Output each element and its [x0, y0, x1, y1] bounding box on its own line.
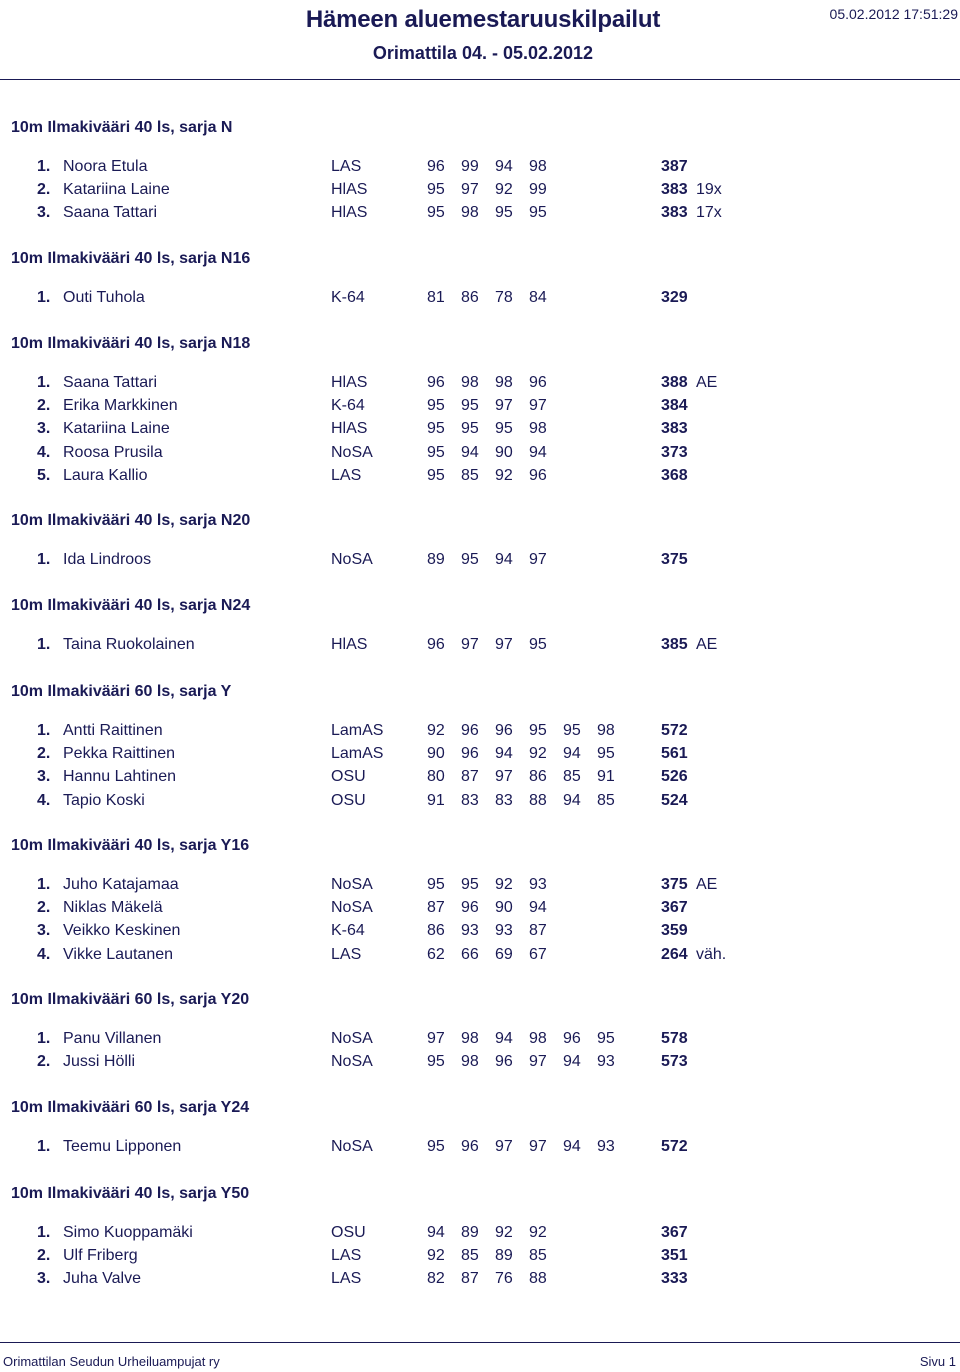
series-score: 94	[495, 158, 513, 175]
series-score: 89	[427, 551, 445, 568]
result-row	[0, 1030, 960, 1053]
result-row	[0, 1138, 960, 1161]
club: NoSA	[331, 1138, 373, 1155]
competitor-name: Teemu Lipponen	[63, 1138, 182, 1155]
series-score: 87	[461, 768, 479, 786]
total-score: 384	[661, 397, 688, 415]
series-score: 95	[427, 1053, 445, 1071]
rank: 1.	[37, 289, 51, 306]
section-heading: 10m Ilmakivääri 40 ls, sarja N16	[11, 250, 251, 267]
section-heading: 10m Ilmakivääri 40 ls, sarja Y50	[11, 1185, 250, 1202]
series-score: 97	[529, 551, 547, 568]
result-row	[0, 922, 960, 945]
total-score: 561	[661, 745, 688, 763]
series-score: 94	[563, 791, 581, 809]
series-score: 95	[529, 722, 547, 739]
club: HlAS	[331, 204, 368, 222]
series-score: 96	[529, 466, 547, 484]
footer-organizer: Orimattilan Seudun Urheiluampujat ry	[3, 1354, 220, 1369]
series-score: 87	[427, 899, 445, 917]
series-score: 98	[529, 420, 547, 438]
rank: 3.	[37, 1270, 51, 1288]
total-score: 385	[661, 636, 688, 653]
series-score: 98	[495, 374, 513, 391]
competitor-name: Vikke Lautanen	[63, 945, 174, 963]
series-score: 80	[427, 768, 445, 786]
series-score: 98	[461, 1053, 479, 1071]
series-score: 95	[529, 636, 547, 653]
competitor-name: Juha Valve	[63, 1270, 141, 1288]
total-score: 572	[661, 1138, 688, 1155]
series-score: 84	[529, 289, 547, 306]
series-score: 96	[495, 722, 513, 739]
series-score: 93	[597, 1138, 615, 1155]
rank: 2.	[37, 1247, 51, 1265]
competitor-name: Niklas Mäkelä	[63, 899, 163, 917]
club: NoSA	[331, 899, 373, 917]
competitor-name: Veikko Keskinen	[63, 922, 181, 940]
rank: 1.	[37, 1138, 51, 1155]
club: LamAS	[331, 745, 384, 763]
series-score: 76	[495, 1270, 513, 1288]
series-score: 90	[427, 745, 445, 763]
series-score: 88	[529, 791, 547, 809]
series-score: 93	[495, 922, 513, 940]
series-score: 83	[495, 791, 513, 809]
club: LAS	[331, 1247, 362, 1265]
series-score: 96	[529, 374, 547, 391]
club: NoSA	[331, 443, 373, 461]
result-row	[0, 181, 960, 204]
series-score: 95	[427, 1138, 445, 1155]
series-score: 92	[427, 722, 445, 739]
total-score: 367	[661, 899, 688, 917]
series-score: 95	[461, 876, 479, 893]
result-row	[0, 1053, 960, 1076]
rank: 1.	[37, 876, 51, 893]
series-score: 98	[461, 374, 479, 391]
series-score: 90	[495, 443, 513, 461]
series-score: 94	[563, 1053, 581, 1071]
club: OSU	[331, 1224, 366, 1241]
series-score: 96	[461, 722, 479, 739]
footer-page-number: Sivu 1	[919, 1354, 956, 1369]
competitor-name: Outi Tuhola	[63, 289, 145, 306]
rank: 1.	[37, 551, 51, 568]
series-score: 86	[427, 922, 445, 940]
series-score: 98	[461, 204, 479, 222]
series-score: 92	[495, 1224, 513, 1241]
series-score: 97	[461, 636, 479, 653]
club: HlAS	[331, 181, 368, 199]
competitor-name: Panu Villanen	[63, 1030, 162, 1047]
section-heading: 10m Ilmakivääri 40 ls, sarja N24	[11, 597, 251, 614]
series-score: 96	[563, 1030, 581, 1047]
series-score: 85	[529, 1247, 547, 1265]
series-score: 95	[563, 722, 581, 739]
series-score: 87	[529, 922, 547, 940]
result-row	[0, 1270, 960, 1293]
competitor-name: Ida Lindroos	[63, 551, 152, 568]
series-score: 81	[427, 289, 445, 306]
section-heading: 10m Ilmakivääri 40 ls, sarja N	[11, 119, 233, 136]
result-row	[0, 204, 960, 227]
rank: 1.	[37, 722, 51, 739]
series-score: 92	[529, 1224, 547, 1241]
rank: 1.	[37, 1224, 51, 1241]
rank: 3.	[37, 420, 51, 438]
rank: 1.	[37, 1030, 51, 1047]
result-row	[0, 397, 960, 420]
series-score: 98	[529, 1030, 547, 1047]
series-score: 95	[427, 420, 445, 438]
club: NoSA	[331, 1053, 373, 1071]
competitor-name: Saana Tattari	[63, 204, 157, 222]
series-score: 92	[529, 745, 547, 763]
result-row	[0, 1247, 960, 1270]
series-score: 89	[461, 1224, 479, 1241]
competitor-name: Simo Kuoppamäki	[63, 1224, 193, 1241]
series-score: 97	[495, 1138, 513, 1155]
series-score: 96	[461, 899, 479, 917]
competitor-name: Katariina Laine	[63, 181, 170, 199]
rank: 3.	[37, 922, 51, 940]
series-score: 94	[495, 745, 513, 763]
series-score: 96	[495, 1053, 513, 1071]
competitor-name: Noora Etula	[63, 158, 148, 175]
total-score: 388	[661, 374, 688, 391]
series-score: 97	[529, 1053, 547, 1071]
series-score: 62	[427, 945, 445, 963]
result-note: AE	[696, 636, 718, 653]
series-score: 96	[427, 636, 445, 653]
club: NoSA	[331, 551, 373, 568]
rank: 2.	[37, 745, 51, 763]
rank: 2.	[37, 181, 51, 199]
series-score: 95	[427, 204, 445, 222]
club: LAS	[331, 466, 362, 484]
result-note: 19x	[696, 181, 722, 199]
series-score: 97	[461, 181, 479, 199]
rank: 4.	[37, 945, 51, 963]
club: NoSA	[331, 1030, 373, 1047]
result-row	[0, 444, 960, 467]
total-score: 573	[661, 1053, 688, 1071]
series-score: 66	[461, 945, 479, 963]
rank: 1.	[37, 374, 51, 391]
result-row	[0, 374, 960, 397]
series-score: 92	[495, 181, 513, 199]
series-score: 95	[427, 466, 445, 484]
series-score: 95	[461, 420, 479, 438]
series-score: 91	[427, 791, 445, 809]
series-score: 89	[495, 1247, 513, 1265]
rank: 5.	[37, 466, 51, 484]
series-score: 95	[427, 181, 445, 199]
print-datetime: 05.02.2012 17:51:29	[829, 6, 958, 22]
series-score: 94	[495, 1030, 513, 1047]
series-score: 96	[461, 1138, 479, 1155]
total-score: 383	[661, 204, 688, 222]
series-score: 97	[495, 636, 513, 653]
club: OSU	[331, 768, 366, 786]
competitor-name: Ulf Friberg	[63, 1247, 138, 1265]
club: LamAS	[331, 722, 384, 739]
competitor-name: Saana Tattari	[63, 374, 157, 391]
series-score: 85	[461, 1247, 479, 1265]
series-score: 95	[461, 551, 479, 568]
competitor-name: Katariina Laine	[63, 420, 170, 438]
result-row	[0, 768, 960, 791]
series-score: 78	[495, 289, 513, 306]
total-score: 373	[661, 443, 688, 461]
club: OSU	[331, 791, 366, 809]
total-score: 375	[661, 876, 688, 893]
series-score: 95	[597, 745, 615, 763]
series-score: 95	[495, 204, 513, 222]
total-score: 387	[661, 158, 688, 175]
series-score: 90	[495, 899, 513, 917]
section-heading: 10m Ilmakivääri 60 ls, sarja Y24	[11, 1099, 250, 1116]
series-score: 92	[427, 1247, 445, 1265]
series-score: 87	[461, 1270, 479, 1288]
total-score: 367	[661, 1224, 688, 1241]
total-score: 578	[661, 1030, 688, 1047]
result-note: AE	[696, 876, 718, 893]
rank: 2.	[37, 397, 51, 415]
series-score: 93	[461, 922, 479, 940]
total-score: 333	[661, 1270, 688, 1288]
rank: 3.	[37, 204, 51, 222]
club: LAS	[331, 1270, 362, 1288]
total-score: 572	[661, 722, 688, 739]
competitor-name: Laura Kallio	[63, 466, 148, 484]
series-score: 97	[529, 1138, 547, 1155]
result-row	[0, 551, 960, 574]
series-score: 95	[427, 876, 445, 893]
club: LAS	[331, 158, 362, 175]
rank: 2.	[37, 1053, 51, 1071]
series-score: 96	[427, 158, 445, 175]
series-score: 97	[529, 397, 547, 415]
competitor-name: Taina Ruokolainen	[63, 636, 195, 653]
competitor-name: Antti Raittinen	[63, 722, 163, 739]
result-row	[0, 420, 960, 443]
series-score: 92	[495, 876, 513, 893]
series-score: 88	[529, 1270, 547, 1288]
rank: 2.	[37, 899, 51, 917]
club: K-64	[331, 289, 365, 306]
series-score: 99	[529, 181, 547, 199]
series-score: 97	[495, 768, 513, 786]
series-score: 94	[427, 1224, 445, 1241]
total-score: 359	[661, 922, 688, 940]
club: HlAS	[331, 636, 368, 653]
section-heading: 10m Ilmakivääri 40 ls, sarja N20	[11, 512, 251, 529]
section-heading: 10m Ilmakivääri 60 ls, sarja Y	[11, 683, 232, 700]
result-row	[0, 792, 960, 815]
series-score: 99	[461, 158, 479, 175]
series-score: 83	[461, 791, 479, 809]
club: HlAS	[331, 420, 368, 438]
rank: 4.	[37, 791, 51, 809]
series-score: 86	[461, 289, 479, 306]
result-row	[0, 158, 960, 181]
club: K-64	[331, 922, 365, 940]
result-row	[0, 876, 960, 899]
result-row	[0, 899, 960, 922]
club: HlAS	[331, 374, 368, 391]
series-score: 86	[529, 768, 547, 786]
page-title: Hämeen aluemestaruuskilpailut	[305, 6, 661, 33]
series-score: 67	[529, 945, 547, 963]
total-score: 351	[661, 1247, 688, 1265]
club: K-64	[331, 397, 365, 415]
section-heading: 10m Ilmakivääri 40 ls, sarja N18	[11, 335, 251, 352]
total-score: 368	[661, 466, 688, 484]
series-score: 98	[529, 158, 547, 175]
series-score: 69	[495, 945, 513, 963]
result-note: AE	[696, 374, 718, 391]
section-heading: 10m Ilmakivääri 60 ls, sarja Y20	[11, 991, 250, 1008]
club: NoSA	[331, 876, 373, 893]
series-score: 98	[597, 722, 615, 739]
result-row	[0, 467, 960, 490]
series-score: 85	[563, 768, 581, 786]
result-row	[0, 289, 960, 312]
rank: 1.	[37, 636, 51, 653]
series-score: 94	[495, 551, 513, 568]
competitor-name: Jussi Hölli	[63, 1053, 136, 1071]
result-note: 17x	[696, 204, 722, 222]
series-score: 95	[529, 204, 547, 222]
competitor-name: Erika Markkinen	[63, 397, 178, 415]
series-score: 94	[461, 443, 479, 461]
competitor-name: Roosa Prusila	[63, 443, 163, 461]
total-score: 383	[661, 420, 688, 438]
series-score: 95	[427, 397, 445, 415]
total-score: 375	[661, 551, 688, 568]
series-score: 94	[563, 745, 581, 763]
result-row	[0, 946, 960, 969]
competitor-name: Hannu Lahtinen	[63, 768, 176, 786]
page-subtitle: Orimattila 04. - 05.02.2012	[372, 43, 594, 63]
result-row	[0, 1224, 960, 1247]
header-divider	[0, 79, 960, 80]
series-score: 95	[495, 420, 513, 438]
series-score: 94	[529, 443, 547, 461]
series-score: 96	[461, 745, 479, 763]
club: LAS	[331, 945, 362, 963]
competitor-name: Juho Katajamaa	[63, 876, 179, 893]
series-score: 85	[461, 466, 479, 484]
section-heading: 10m Ilmakivääri 40 ls, sarja Y16	[11, 837, 250, 854]
series-score: 93	[597, 1053, 615, 1071]
series-score: 94	[563, 1138, 581, 1155]
series-score: 98	[461, 1030, 479, 1047]
series-score: 95	[597, 1030, 615, 1047]
series-score: 92	[495, 466, 513, 484]
series-score: 97	[427, 1030, 445, 1047]
competitor-name: Pekka Raittinen	[63, 745, 176, 763]
series-score: 85	[597, 791, 615, 809]
series-score: 94	[529, 899, 547, 917]
rank: 1.	[37, 158, 51, 175]
total-score: 526	[661, 768, 688, 786]
series-score: 91	[597, 768, 615, 786]
series-score: 82	[427, 1270, 445, 1288]
rank: 4.	[37, 443, 51, 461]
rank: 3.	[37, 768, 51, 786]
total-score: 524	[661, 791, 688, 809]
result-row	[0, 722, 960, 745]
series-score: 95	[461, 397, 479, 415]
total-score: 383	[661, 181, 688, 199]
result-note: väh.	[696, 945, 727, 963]
result-row	[0, 745, 960, 768]
result-row	[0, 636, 960, 659]
series-score: 97	[495, 397, 513, 415]
series-score: 95	[427, 443, 445, 461]
footer-divider	[0, 1342, 960, 1343]
series-score: 96	[427, 374, 445, 391]
total-score: 329	[661, 289, 688, 306]
series-score: 93	[529, 876, 547, 893]
competitor-name: Tapio Koski	[63, 791, 145, 809]
total-score: 264	[661, 945, 688, 963]
